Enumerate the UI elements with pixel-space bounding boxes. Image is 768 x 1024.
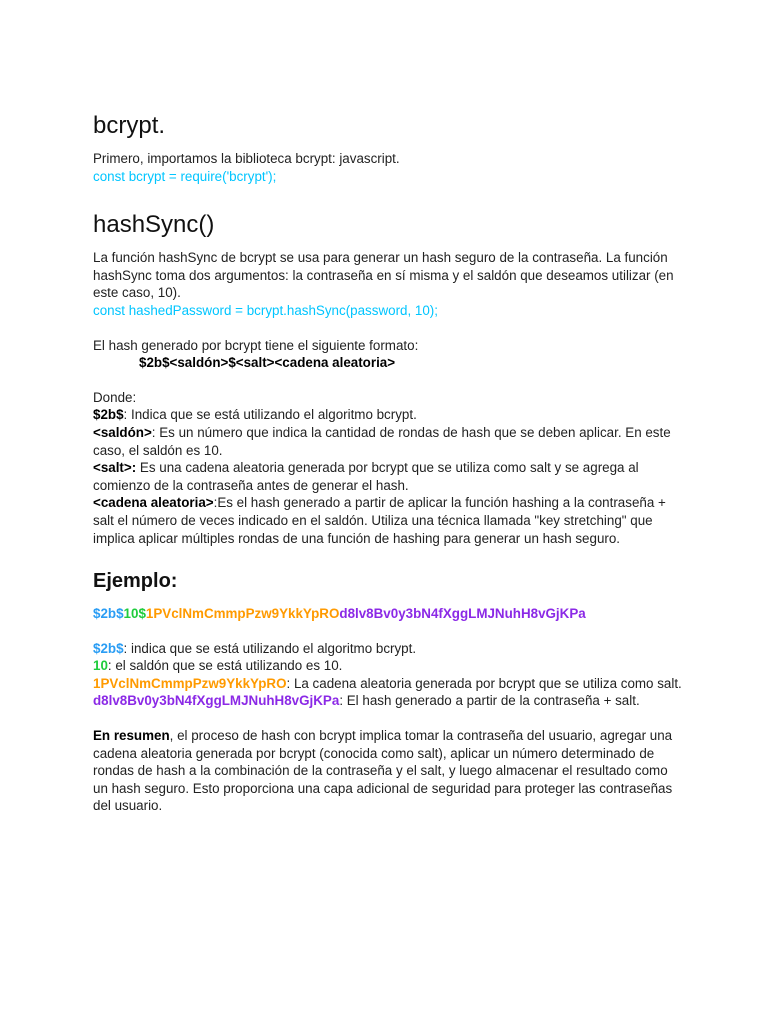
hash-salt: 1PVclNmCmmpPzw9YkkYpRO xyxy=(145,606,340,622)
section-title-hashsync: hashSync() xyxy=(93,211,215,239)
hashsync-description: La función hashSync de bcrypt se usa para generar un hash seguro de la contraseña. La función hashSync toma dos argumentos: la contraseña en sí misma y el saldón que deseamos utilizar (en este caso, 10). xyxy=(93,250,674,301)
example-text: : La cadena aleatoria generada por bcrypt que se utiliza como salt. xyxy=(286,675,682,691)
hash-prefix: $2b$ xyxy=(93,606,124,622)
example-term: 1PVclNmCmmpPzw9YkkYpRO xyxy=(93,675,287,691)
example-term: d8lv8Bv0y3bN4fXggLMJNuhH8vGjKPa xyxy=(93,693,340,709)
definition-term: <saldón> xyxy=(93,424,152,440)
intro-text: Primero, importamos la biblioteca bcrypt: javascript. xyxy=(93,151,400,166)
section-title-bcrypt: bcrypt. xyxy=(93,112,166,139)
definition-term: <cadena aleatoria> xyxy=(93,495,214,511)
definition-term: $2b$ xyxy=(93,407,124,423)
definition-text: :Es el hash generado a partir de aplicar la función hashing a la contraseña + salt el número de veces indicado en el saldón. Utiliza una técnica llamada "key stretching" que implica aplicar múltiples rondas de una función de hashing para generar un hash seguro. xyxy=(93,495,666,546)
definition-term: <salt>: xyxy=(93,460,137,476)
summary-term: En resumen xyxy=(93,728,170,744)
summary-paragraph xyxy=(93,727,683,815)
hash-rounds: 10 xyxy=(123,606,139,622)
definition-text: : Indica que se está utilizando el algoritmo bcrypt. xyxy=(123,407,417,423)
section-title-ejemplo: Ejemplo: xyxy=(93,570,178,593)
definition-item xyxy=(93,424,683,459)
example-item xyxy=(93,692,683,710)
example-term: $2b$ xyxy=(93,640,124,656)
require-code: const bcrypt = require('bcrypt'); xyxy=(93,168,277,184)
summary-text: , el proceso de hash con bcrypt implica tomar la contraseña del usuario, agregar una cadena aleatoria generada por bcrypt (conocida como salt), aplicar un número determinado de rondas de hash a la combinación de la contraseña y el salt, y luego almacenar el resultado como un hash seguro. Esto proporciona una capa adicional de seguridad para proteger las contraseñas del usuario. xyxy=(93,728,673,814)
definition-text: Es una cadena aleatoria generada por bcrypt que se utiliza como salt y se agrega al comienzo de la contraseña antes de generar el hash. xyxy=(93,460,639,493)
definition-item xyxy=(93,406,683,424)
definition-item xyxy=(93,459,683,494)
example-text: : el saldón que se está utilizando es 10. xyxy=(107,658,343,674)
hash-format: $2b$<saldón>$<salt><cadena aleatoria> xyxy=(139,355,396,371)
hash-separator: $ xyxy=(138,606,146,622)
example-text: : El hash generado a partir de la contraseña + salt. xyxy=(339,693,640,709)
hash-digest: d8lv8Bv0y3bN4fXggLMJNuhH8vGjKPa xyxy=(339,606,586,622)
example-term: 10 xyxy=(93,658,108,674)
definition-item xyxy=(93,494,683,547)
example-item xyxy=(93,640,683,658)
hashsync-code: const hashedPassword = bcrypt.hashSync(password, 10); xyxy=(93,302,438,318)
example-hash xyxy=(93,605,683,623)
document-page xyxy=(93,108,683,815)
definition-text: : Es un número que indica la cantidad de rondas de hash que se deben aplicar. En este caso, el saldón es 10. xyxy=(93,424,671,458)
example-item xyxy=(93,657,683,675)
donde-label: Donde: xyxy=(93,389,137,405)
example-item xyxy=(93,675,683,693)
format-intro: El hash generado por bcrypt tiene el siguiente formato: xyxy=(93,337,419,353)
example-text: : indica que se está utilizando el algoritmo bcrypt. xyxy=(123,640,417,656)
